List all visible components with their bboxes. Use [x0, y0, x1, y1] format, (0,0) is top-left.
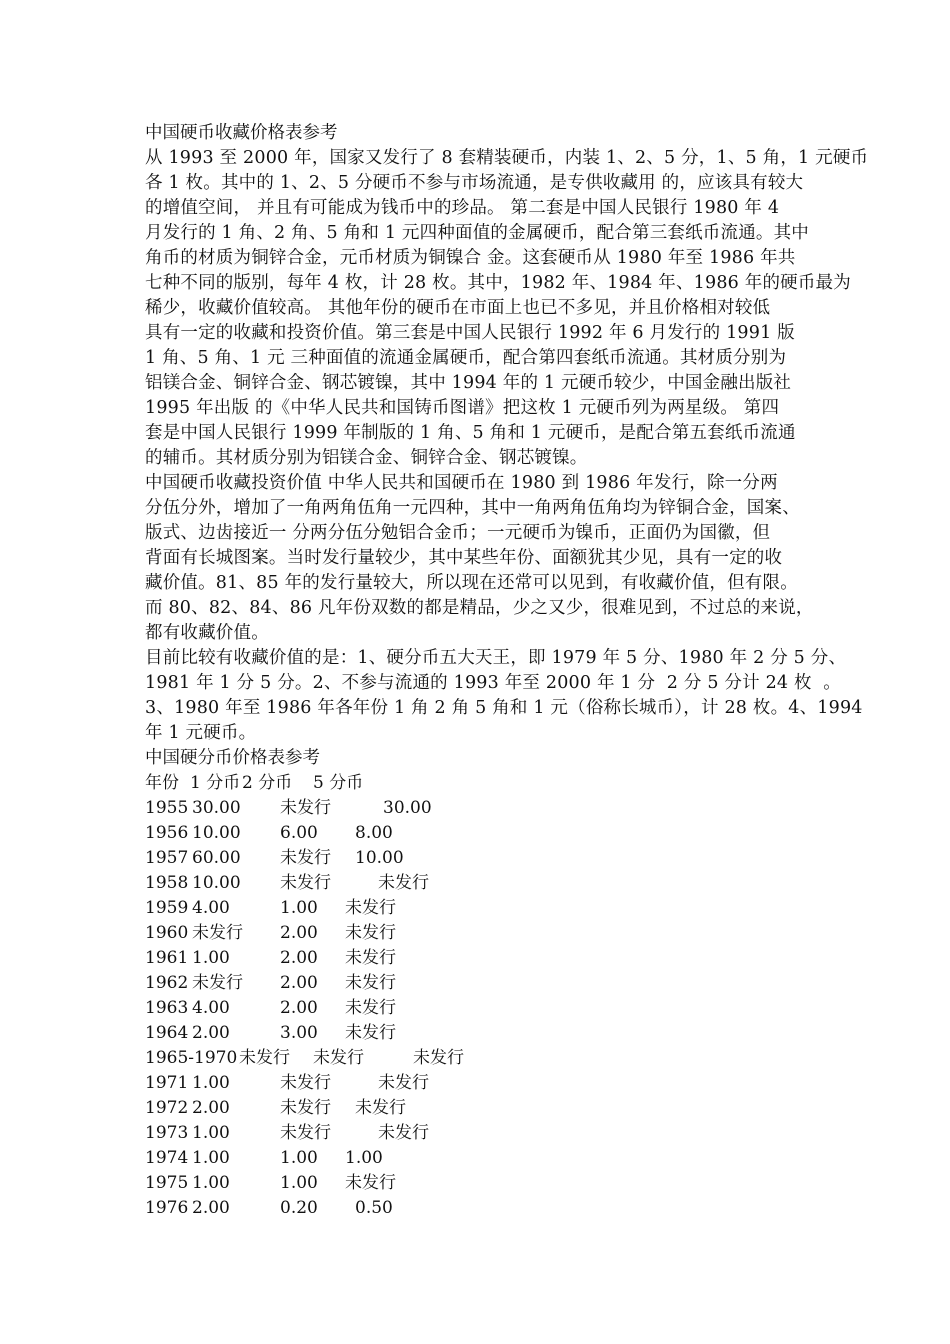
- text-line: 而 80、82、84、86 凡年份双数的都是精品，少之又少，很难见到，不过总的来说，: [145, 598, 814, 618]
- cell-1fen: 1.00: [192, 1148, 230, 1168]
- document-body: [145, 121, 869, 1221]
- text-line: 分伍分外，增加了一角两角伍角一元四种，其中一角两角伍角均为锌铜合金，国案、: [145, 498, 800, 518]
- cell-1fen: 2.00: [192, 1098, 230, 1118]
- cell-5fen: 8.00: [355, 823, 393, 843]
- text-line: 具有一定的收藏和投资价值。第三套是中国人民银行 1992 年 6 月发行的 1991 版: [145, 323, 795, 343]
- table-row: [145, 846, 813, 871]
- cell-1fen: 未发行: [192, 923, 243, 943]
- cell-2fen: 1.00: [280, 898, 318, 918]
- table-title: 中国硬分币价格表参考: [145, 748, 320, 768]
- text-line: 背面有长城图案。当时发行量较少，其中某些年份、面额犹其少见，具有一定的收: [145, 548, 783, 568]
- table-row: [145, 996, 813, 1021]
- cell-year: 1955: [145, 798, 189, 818]
- cell-5fen: 0.50: [355, 1198, 393, 1218]
- table-row: [145, 1021, 813, 1046]
- cell-2fen: 2.00: [280, 998, 318, 1018]
- text-line: 都有收藏价值。: [145, 623, 269, 643]
- cell-5fen: 未发行: [345, 1173, 396, 1193]
- text-line: 从 1993 至 2000 年，国家又发行了 8 套精装硬币，内装 1、2、5 分，1、5 角，1 元硬币: [145, 148, 869, 168]
- table-row: [145, 1121, 813, 1146]
- cell-year: 1973: [145, 1123, 189, 1143]
- cell-1fen: 4.00: [192, 898, 230, 918]
- cell-5fen: 未发行: [413, 1048, 464, 1068]
- cell-2fen: 未发行: [280, 1098, 331, 1118]
- table-row: [145, 896, 813, 921]
- cell-5fen: 未发行: [345, 1023, 396, 1043]
- cell-year: 1972: [145, 1098, 189, 1118]
- table-row: [145, 1046, 813, 1071]
- cell-year: 1965-1970: [145, 1048, 238, 1068]
- cell-5fen: 未发行: [345, 973, 396, 993]
- cell-5fen: 30.00: [383, 798, 432, 818]
- text-line: 七种不同的版别，每年 4 枚，计 28 枚。其中，1982 年、1984 年、1986 年的硬币最为: [145, 273, 851, 293]
- cell-2fen: 未发行: [280, 1123, 331, 1143]
- cell-1fen: 1.00: [192, 1173, 230, 1193]
- cell-year: 1959: [145, 898, 189, 918]
- price-table: [145, 796, 813, 1221]
- cell-2fen: 2.00: [280, 973, 318, 993]
- cell-year: 1960: [145, 923, 189, 943]
- cell-5fen: 未发行: [355, 1098, 406, 1118]
- cell-5fen: 未发行: [378, 1123, 429, 1143]
- cell-1fen: 2.00: [192, 1023, 230, 1043]
- cell-1fen: 未发行: [239, 1048, 290, 1068]
- cell-2fen: 3.00: [280, 1023, 318, 1043]
- cell-5fen: 未发行: [378, 1073, 429, 1093]
- text-line: 各 1 枚。其中的 1、2、5 分硬币不参与市场流通，是专供收藏用 的，应该具有较大: [145, 173, 804, 193]
- text-line: 1981 年 1 分 5 分。2、不参与流通的 1993 年至 2000 年 1 分 2 分 5 分计 24 枚 。: [145, 673, 841, 693]
- table-row: [145, 1196, 813, 1221]
- table-row: [145, 921, 813, 946]
- cell-5fen: 10.00: [355, 848, 404, 868]
- cell-1fen: 10.00: [192, 873, 241, 893]
- cell-1fen: 1.00: [192, 1123, 230, 1143]
- cell-2fen: 6.00: [280, 823, 318, 843]
- cell-year: 1974: [145, 1148, 189, 1168]
- text-line: 中国硬币收藏投资价值 中华人民共和国硬币在 1980 到 1986 年发行，除一分两: [145, 473, 778, 493]
- text-line: 的辅币。其材质分别为铝镁合金、铜锌合金、钢芯镀镍。: [145, 448, 588, 468]
- cell-2fen: 1.00: [280, 1148, 318, 1168]
- table-row: [145, 821, 813, 846]
- cell-5fen: 1.00: [345, 1148, 383, 1168]
- header-2fen: 2 分币: [242, 773, 293, 793]
- table-row: [145, 946, 813, 971]
- table-row: [145, 796, 813, 821]
- cell-year: 1957: [145, 848, 189, 868]
- table-row: [145, 871, 813, 896]
- table-row: [145, 1146, 813, 1171]
- text-line: 3、1980 年至 1986 年各年份 1 角 2 角 5 角和 1 元（俗称长城币），计 28 枚。4、1994: [145, 698, 863, 718]
- cell-2fen: 未发行: [280, 1073, 331, 1093]
- cell-2fen: 0.20: [280, 1198, 318, 1218]
- paragraph-collectible-value: [145, 646, 863, 746]
- text-line: 角币的材质为铜锌合金，元币材质为铜镍合 金。这套硬币从 1980 年至 1986 年共: [145, 248, 796, 268]
- table-header: [145, 771, 813, 796]
- cell-2fen: 未发行: [280, 798, 331, 818]
- text-line: 版式、边齿接近一 分两分伍分勉铝合金币；一元硬币为镍币，正面仍为国徽，但: [145, 523, 771, 543]
- cell-1fen: 未发行: [192, 973, 243, 993]
- table-row: [145, 971, 813, 996]
- cell-5fen: 未发行: [345, 898, 396, 918]
- cell-5fen: 未发行: [378, 873, 429, 893]
- cell-year: 1961: [145, 948, 189, 968]
- text-line: 目前比较有收藏价值的是：1、硬分币五大天王，即 1979 年 5 分、1980 年 2 分 5 分、: [145, 648, 847, 668]
- document-title: 中国硬币收藏价格表参考: [145, 123, 338, 143]
- cell-1fen: 30.00: [192, 798, 241, 818]
- cell-2fen: 未发行: [280, 873, 331, 893]
- header-5fen: 5 分币: [313, 773, 364, 793]
- paragraph-investment-value: [145, 471, 813, 646]
- cell-1fen: 10.00: [192, 823, 241, 843]
- text-line: 藏价值。81、85 年的发行量较大，所以现在还常可以见到，有收藏价值，但有限。: [145, 573, 798, 593]
- cell-2fen: 未发行: [313, 1048, 364, 1068]
- text-line: 年 1 元硬币。: [145, 723, 257, 743]
- cell-5fen: 未发行: [345, 998, 396, 1018]
- cell-2fen: 2.00: [280, 948, 318, 968]
- cell-1fen: 1.00: [192, 1073, 230, 1093]
- cell-year: 1976: [145, 1198, 189, 1218]
- cell-1fen: 60.00: [192, 848, 241, 868]
- table-row: [145, 1171, 813, 1196]
- header-1fen: 1 分币: [190, 773, 241, 793]
- cell-1fen: 2.00: [192, 1198, 230, 1218]
- cell-5fen: 未发行: [345, 923, 396, 943]
- text-line: 的增值空间， 并且有可能成为钱币中的珍品。 第二套是中国人民银行 1980 年 4: [145, 198, 780, 218]
- table-row: [145, 1071, 813, 1096]
- cell-year: 1964: [145, 1023, 189, 1043]
- text-line: 1 角、5 角、1 元 三种面值的流通金属硬币，配合第四套纸币流通。其材质分别为: [145, 348, 787, 368]
- cell-5fen: 未发行: [345, 948, 396, 968]
- text-line: 铝镁合金、铜锌合金、钢芯镀镍，其中 1994 年的 1 元硬币较少，中国金融出版社: [145, 373, 792, 393]
- paragraph-coin-sets: [145, 146, 869, 471]
- text-line: 月发行的 1 角、2 角、5 角和 1 元四种面值的金属硬币，配合第三套纸币流通。其中: [145, 223, 810, 243]
- cell-year: 1975: [145, 1173, 189, 1193]
- cell-year: 1958: [145, 873, 189, 893]
- cell-1fen: 4.00: [192, 998, 230, 1018]
- table-row: [145, 1096, 813, 1121]
- cell-2fen: 未发行: [280, 848, 331, 868]
- cell-2fen: 1.00: [280, 1173, 318, 1193]
- cell-2fen: 2.00: [280, 923, 318, 943]
- cell-year: 1956: [145, 823, 189, 843]
- cell-year: 1963: [145, 998, 189, 1018]
- cell-year: 1971: [145, 1073, 189, 1093]
- cell-1fen: 1.00: [192, 948, 230, 968]
- cell-year: 1962: [145, 973, 189, 993]
- text-line: 稀少，收藏价值较高。 其他年份的硬币在市面上也已不多见，并且价格相对较低: [145, 298, 771, 318]
- header-year: 年份: [145, 773, 179, 793]
- text-line: 套是中国人民银行 1999 年制版的 1 角、5 角和 1 元硬币，是配合第五套纸币流通: [145, 423, 796, 443]
- text-line: 1995 年出版 的《中华人民共和国铸币图谱》把这枚 1 元硬币列为两星级。 第四: [145, 398, 780, 418]
